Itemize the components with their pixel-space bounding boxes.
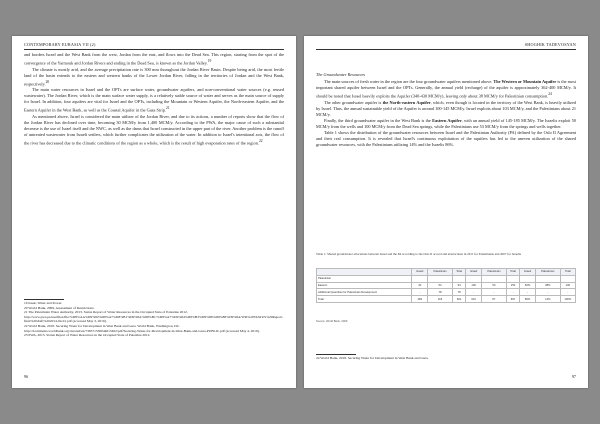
table-cell: 62% [520, 282, 536, 289]
table-cell: 86% [520, 296, 536, 303]
table-cell: 100% [560, 296, 575, 303]
table-caption: Table 1: Shared groundwater allocations between Israel and the PA according to the Oslo II accord and abstractions in 2011 for Palestinians and 2007 for Israelis [316, 252, 521, 256]
table-header-row [317, 269, 576, 276]
table-cell [506, 275, 519, 282]
table-cell [452, 275, 465, 282]
table-cell: 40 [412, 282, 428, 289]
table-row-label: Palestinian [317, 275, 412, 282]
table-cell: 610 [466, 296, 482, 303]
table-header-cell: Palestinian [535, 269, 560, 276]
table-row-label: Additional Quantities for Palestinian Development [317, 289, 412, 296]
table-cell: 118 [428, 296, 453, 303]
table-cell: - [560, 289, 575, 296]
table-source: Source: World Bank, 2009 [316, 320, 348, 323]
paragraph: and borders Israel and the West Bank from the west, Jordan from the east, and flows into the Dead Sea. This region, starting from the spot of the convergence of the Yarmouk and Jordan Rivers and ending in the Dead Sea, is known as the Jordan Valley.$^{19}$ [24, 52, 284, 66]
table-header-cell [317, 269, 412, 276]
page-number-left: 96 [24, 374, 29, 379]
table-cell: 38% [535, 282, 560, 289]
paragraph: The main water resources in Israel and the OPTs are surface water, groundwater aquifers, and non-conventional water sources (e.g. reused wastewater). The Jordan River, which is the main surface water supply, is a relatively stable source of water and serves as the main source of supply for Israel. In addition, four aquifers are vital for Israel and the OPTs, including the Mountain or Western Aquifer, the North-eastern Aquifer, and the Eastern Aquifer in the West Bank, as well as the Coastal Aquifer in the Gaza Strip.$^{21}$ [24, 87, 284, 113]
footnote-rule [24, 299, 64, 300]
table-cell: 78 [452, 289, 465, 296]
table-cell: - [466, 289, 482, 296]
table-header-cell: Israeli [466, 269, 482, 276]
table-cell [412, 275, 428, 282]
left-body-text [24, 52, 284, 146]
paragraph: As mentioned above, Israel is considered the main utilizer of the Jordan River, and due to its actions, a number of reports show that the flow of the Jordan River has declined over time, becoming 30 MCM/y from 1,400 MCM/y. According to the PWA, the major cause of such a substantial decrease is the use of Israel itself and the NWC, as well as the dams that Israel constructed in the upper part of the river. Another problem is the runoff of untreated wastewater from Israeli settlers, which further complicates the utilization of the water. In addition to Israel's intentional acts, the flow of the river has decreased due to the climatic conditions of the region as a whole, which is the result of high evaporation rates of the region.$^{22}$ [24, 113, 284, 146]
table-row-label: Total [317, 296, 412, 303]
table-cell: - [481, 289, 506, 296]
table-cell: 50 [481, 282, 506, 289]
footnotes-right [316, 356, 576, 361]
footnote: 19 Isaak, Water and Power. [24, 301, 63, 305]
header-rule [316, 49, 576, 50]
paragraph: The other groundwater aquifer is the North-eastern Aquifer, which, even though is located in the territory of the West Bank, is heavily utilized by Israel. Thus, the annual sustainable yield of the Aquifer is around 100-145 MCM/y. Israel exploits about 103 MCM/y, and the Palestinians about 21 MCM/y. [316, 99, 576, 117]
table-row [317, 275, 576, 282]
table-cell: - [412, 289, 428, 296]
table-cell: 601 [452, 296, 465, 303]
table-row [317, 289, 576, 296]
table-cell: 14% [535, 296, 560, 303]
table-cell [535, 275, 560, 282]
paragraph: The climate is mostly arid, and the average precipitation rate is 300 mm throughout the Jordan River Basin. Despite being arid, the most fertile land of the basin extends to the eastern and western banks of the Lower Jordan River, falling in the territories of Jordan and the West Bank, respectively.$^{20}$ [24, 66, 284, 87]
table-row-label: Eastern [317, 282, 412, 289]
table-cell [520, 275, 536, 282]
table-cell [428, 275, 453, 282]
footnote-rule [316, 354, 356, 355]
right-page [304, 36, 588, 388]
table-cell: 78 [428, 289, 453, 296]
table-cell: 94 [452, 282, 465, 289]
right-body-text [316, 72, 576, 148]
table-header-cell: Israeli [520, 269, 536, 276]
paragraph: The main sources of fresh water in the region are the four groundwater aquifers mentioned above. The Western or Mountain Aquifer is the most important shared aquifer between Israel and the OPTs. Generally, the annual yield (recharge) of the aquifer is approximately 362-400 MCM/y. It should be noted that Israel heavily exploits the Aquifer (340-430 MCM/y), leaving only about 38 MCM/y for Palestinian consumption.$^{24}$ [316, 79, 576, 99]
table-cell [560, 275, 575, 282]
table-cell: 100 [560, 282, 575, 289]
table-cell: - [520, 289, 536, 296]
table-cell: - [506, 289, 519, 296]
table-cell [481, 275, 506, 282]
footnote: 21 The Palestinian Water Authority, 2013. Status Report of Water Resources in the Occupied State of Palestine 2012. http://www.pwa.ps/userfiles/file/%D8%AA%D9%82%D8%A7%D8%B1%D9%8A%D8%B1/%D8%A7%D9%84%D8%B3%D9%86%D9%88%D9%8A/WR%20STATUS%20Report-final%20draft%202014-04-01.pdf (accessed May 3, 2019). [24, 310, 284, 324]
table-cell: 54 [428, 282, 453, 289]
section-subheading: The Groundwater Resources [316, 72, 366, 77]
footnote: 24 World Bank, 2018. Securing Water for Development in West Bank and Gaza. [316, 356, 429, 360]
running-header-left: CONTEMPORARY EURASIA VII (2) [24, 42, 96, 47]
footnote: 20 World Bank, 2009, Assessment of Restrictions. [24, 305, 95, 310]
left-page [12, 36, 296, 388]
table-header-cell: Palestinian [481, 269, 506, 276]
table-header-cell: Palestinian [428, 269, 453, 276]
paragraph: Table 1 shows the distribution of the groundwater resources between Israel and the Palestinian Authority (PA) defined by the Oslo II Agreement and their real consumption. It is revealed that Israel's continuous exploitation of the aquifers has led to the uneven utilization of the shared groundwater resources, with the Palestinians utilizing 14% and the Israelis 86%. [316, 129, 576, 147]
footnotes-left [24, 301, 284, 338]
table-row [317, 282, 576, 289]
table-cell: - [535, 289, 560, 296]
header-rule [24, 49, 284, 50]
table-header-cell: Total [506, 269, 519, 276]
footnote: 23 PWA, 2013. Status Report of Water Resources in the Occupied State of Palestine 2012. [24, 333, 151, 338]
table-cell: 483 [412, 296, 428, 303]
table-cell [466, 275, 482, 282]
table-header-cell: Total [560, 269, 575, 276]
table-row [317, 296, 576, 303]
page-number-right: 97 [571, 374, 576, 379]
paragraph: Finally, the third groundwater aquifer in the West Bank is the Eastern Aquifer, with an annual yield of 145-185 MCM/y. The Israelis exploit 50 MCM/y from the wells and 100 MCM/y from the Dead Sea springs, while the Palestinians use 53 MCM/y from the springs and wells together. [316, 117, 577, 129]
footnote: 22 World Bank, 2018. Securing Water for Development in West Bank and Gaza. World Bank, Washington, DC. http://documents.worldbank.org/curated/en/736571530044615402/pdf/Securing-Water-for-Development-in-West-Bank-and-Gaza-PUBLIC.pdf (accessed May 4, 2019). [24, 323, 260, 333]
table-cell: 87 [481, 296, 506, 303]
allocation-table [316, 268, 576, 303]
running-header-right: SHOGHIK TADEVOSYAN [524, 42, 576, 47]
table-cell: 697 [506, 296, 519, 303]
table-cell: 150 [506, 282, 519, 289]
table-header-cell: Total [452, 269, 465, 276]
table-cell: 100 [466, 282, 482, 289]
table-header-cell: Israeli [412, 269, 428, 276]
